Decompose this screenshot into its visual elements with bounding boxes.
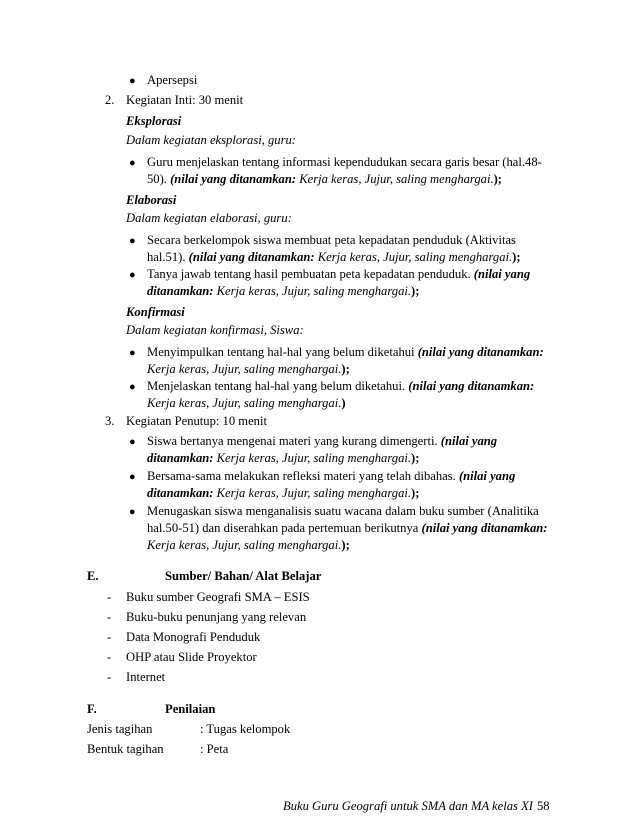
konfirmasi-intro: Dalam kegiatan konfirmasi, Siswa: — [126, 323, 304, 337]
bullet-icon: ● — [129, 506, 136, 518]
list-number: 3. — [105, 414, 115, 428]
elaborasi-intro: Dalam kegiatan elaborasi, guru: — [126, 211, 292, 225]
dash-marker: - — [107, 610, 112, 624]
konfirmasi-item1-line2: Kerja keras, Jujur, saling menghargai.); — [147, 362, 350, 376]
section-e-letter: E. — [87, 569, 99, 583]
penilaian-label: Bentuk tagihan — [87, 742, 164, 756]
elaborasi-item2-line1: Tanya jawab tentang hasil pembuatan peta kepadatan penduduk. (nilai yang — [147, 267, 531, 281]
kegiatan-inti-title: Kegiatan Inti: 30 menit — [126, 93, 244, 107]
eksplorasi-item-line2: 50). (nilai yang ditanamkan: Kerja keras, Jujur, saling menghargai.); — [147, 172, 502, 186]
list-item: Data Monografi Penduduk — [126, 630, 261, 644]
penilaian-value: : Peta — [200, 742, 229, 756]
bullet-icon: ● — [129, 157, 136, 169]
list-item: Buku sumber Geografi SMA – ESIS — [126, 590, 310, 604]
dash-marker: - — [107, 650, 112, 664]
bullet-icon: ● — [129, 471, 136, 483]
list-item: Internet — [126, 670, 166, 684]
konfirmasi-item1-line1: Menyimpulkan tentang hal-hal yang belum diketahui (nilai yang ditanamkan: — [147, 345, 544, 359]
bullet-icon: ● — [129, 436, 136, 448]
penutup-item3-line2: hal.50-51) dan diserahkan pada pertemuan berikutnya (nilai yang ditanamkan: — [147, 521, 548, 535]
penutup-item2-line2: ditanamkan: Kerja keras, Jujur, saling menghargai.); — [147, 486, 420, 500]
elaborasi-item2-line2: ditanamkan: Kerja keras, Jujur, saling menghargai.); — [147, 284, 420, 298]
eksplorasi-heading: Eksplorasi — [126, 114, 182, 128]
penutup-item2-line1: Bersama-sama melakukan refleksi materi yang telah dibahas. (nilai yang — [147, 469, 516, 483]
page-number: 58 — [537, 799, 550, 813]
elaborasi-heading: Elaborasi — [126, 193, 177, 207]
penutup-item1-line2: ditanamkan: Kerja keras, Jujur, saling menghargai.); — [147, 451, 420, 465]
list-number: 2. — [105, 93, 115, 107]
eksplorasi-item-line1: Guru menjelaskan tentang informasi kependudukan secara garis besar (hal.48- — [147, 155, 542, 169]
konfirmasi-item2-line2: Kerja keras, Jujur, saling menghargai.) — [147, 396, 346, 410]
penutup-item3-line1: Menugaskan siswa menganalisis suatu wacana dalam buku sumber (Analitika — [147, 504, 539, 518]
penutup-item1-line1: Siswa bertanya mengenai materi yang kurang dimengerti. (nilai yang — [147, 434, 498, 448]
dash-marker: - — [107, 670, 112, 684]
bullet-icon: ● — [129, 381, 136, 393]
konfirmasi-item2-line1: Menjelaskan tentang hal-hal yang belum diketahui. (nilai yang ditanamkan: — [147, 379, 535, 393]
list-item: Buku-buku penunjang yang relevan — [126, 610, 307, 624]
list-item: OHP atau Slide Proyektor — [126, 650, 257, 664]
bullet-icon: ● — [129, 235, 136, 247]
dash-marker: - — [107, 590, 112, 604]
konfirmasi-heading: Konfirmasi — [126, 305, 185, 319]
kegiatan-penutup-title: Kegiatan Penutup: 10 menit — [126, 414, 267, 428]
elaborasi-item1-line1: Secara berkelompok siswa membuat peta kepadatan penduduk (Aktivitas — [147, 233, 516, 247]
dash-marker: - — [107, 630, 112, 644]
elaborasi-item1-line2: hal.51). (nilai yang ditanamkan: Kerja keras, Jujur, saling menghargai.); — [147, 250, 521, 264]
penutup-item3-line3: Kerja keras, Jujur, saling menghargai.); — [147, 538, 350, 552]
bullet-icon: ● — [129, 269, 136, 281]
section-f-title: Penilaian — [165, 702, 216, 716]
apersepsi-item: Apersepsi — [147, 73, 198, 87]
section-e-title: Sumber/ Bahan/ Alat Belajar — [165, 569, 322, 583]
penilaian-label: Jenis tagihan — [87, 722, 153, 736]
footer-text: Buku Guru Geografi untuk SMA dan MA kelas XI — [283, 799, 533, 813]
bullet-icon: ● — [129, 75, 136, 87]
section-f-letter: F. — [87, 702, 97, 716]
bullet-icon: ● — [129, 347, 136, 359]
penilaian-value: : Tugas kelompok — [200, 722, 291, 736]
eksplorasi-intro: Dalam kegiatan eksplorasi, guru: — [126, 133, 296, 147]
